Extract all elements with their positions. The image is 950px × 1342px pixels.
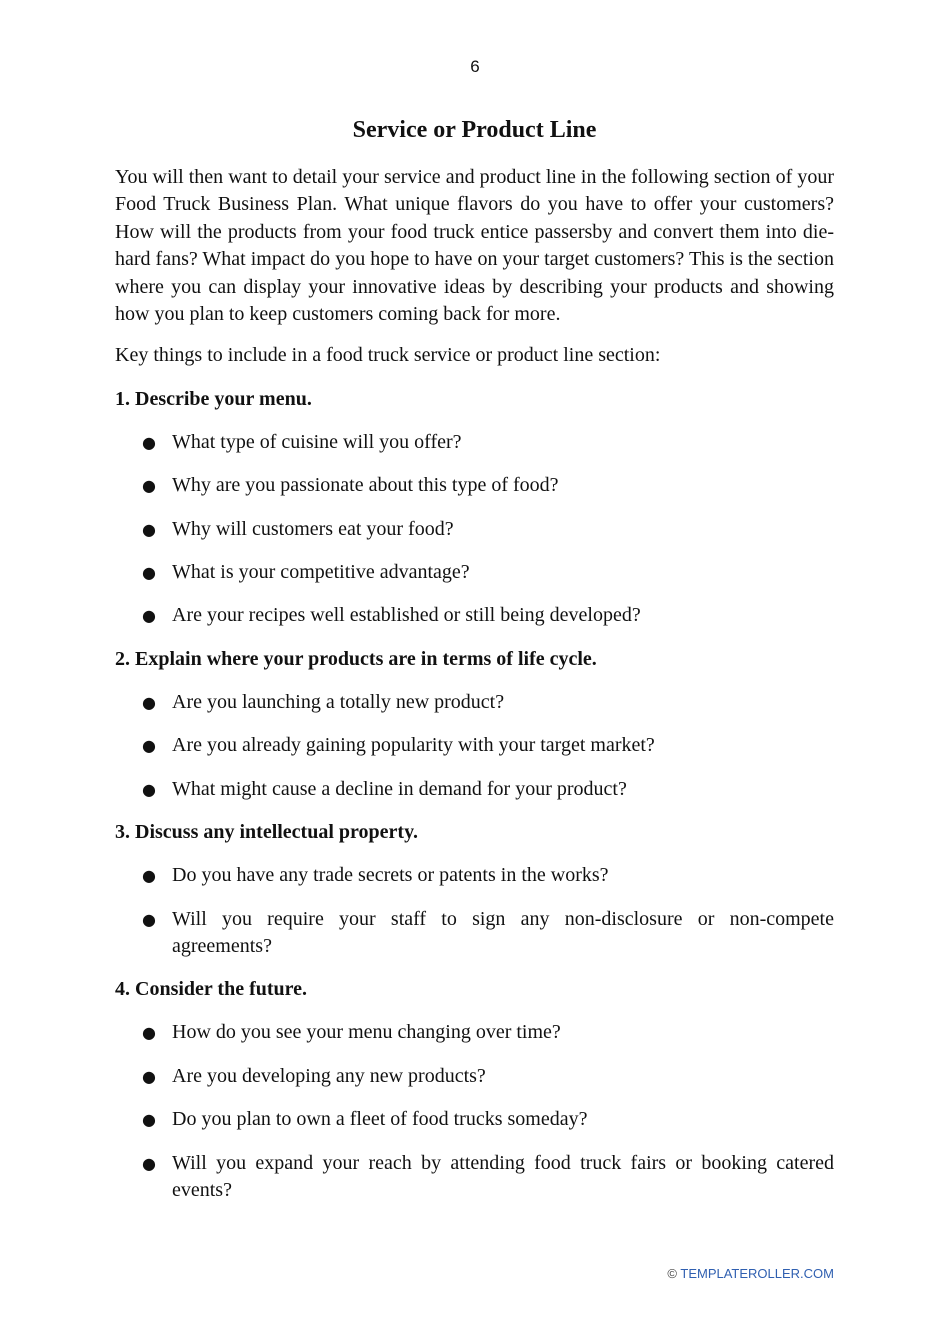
intro-paragraph: You will then want to detail your service and product line in the following section of your Food Truck Business Plan. What unique flavors do you have to offer your customers? How will the products from your food truck entice passersby and convert them into die-hard fans? What impact do you hope to have on your target customers? This is the section where you can display your innovative ideas by describing your products and showing how you plan to keep customers coming back for more. <box>115 166 834 326</box>
bullet-icon: ● <box>142 779 156 799</box>
list-item-text: Are you developing any new products? <box>172 1064 486 1087</box>
bullet-list <box>115 689 834 803</box>
list-item <box>115 906 834 961</box>
document-body <box>115 114 834 1220</box>
bullet-icon: ● <box>142 866 156 886</box>
section-heading: 4. Consider the future. <box>115 978 308 1001</box>
page-title: Service or Product Line <box>352 117 597 143</box>
list-item <box>115 1063 834 1090</box>
bullet-icon: ● <box>142 476 156 496</box>
list-item <box>115 1150 834 1205</box>
section-future <box>115 976 834 1204</box>
bullet-icon: ● <box>142 1110 156 1130</box>
footer-credit <box>667 1266 834 1282</box>
bullet-icon: ● <box>142 1023 156 1043</box>
list-item <box>115 1106 834 1133</box>
bullet-icon: ● <box>142 692 156 712</box>
bullet-icon: ● <box>142 432 156 452</box>
bullet-icon: ● <box>142 519 156 539</box>
list-item-text: Are you launching a totally new product? <box>172 690 505 713</box>
bullet-icon: ● <box>142 606 156 626</box>
list-item <box>115 732 834 759</box>
bullet-icon: ● <box>142 736 156 756</box>
list-item <box>115 862 834 889</box>
list-item-text: Do you have any trade secrets or patents in the works? <box>172 864 609 887</box>
list-item <box>115 559 834 586</box>
list-item-text: What is your competitive advantage? <box>172 561 470 584</box>
section-describe-menu <box>115 386 834 630</box>
footer-brand-link[interactable]: TEMPLATEROLLER.COM <box>680 1266 834 1281</box>
list-item-text: What might cause a decline in demand for your product? <box>172 777 627 800</box>
list-item-text: Why are you passionate about this type of food? <box>172 474 559 497</box>
bullet-list <box>115 1019 834 1204</box>
section-intellectual-property <box>115 819 834 960</box>
list-item <box>115 516 834 543</box>
list-item-text: Are you already gaining popularity with your target market? <box>172 734 655 757</box>
list-item <box>115 429 834 456</box>
section-life-cycle <box>115 646 834 803</box>
list-item-text: Do you plan to own a fleet of food trucks someday? <box>172 1108 588 1131</box>
list-item-text: Are your recipes well established or still being developed? <box>172 604 641 627</box>
section-heading: 3. Discuss any intellectual property. <box>115 821 418 844</box>
bullet-list <box>115 862 834 960</box>
bullet-icon: ● <box>142 1066 156 1086</box>
key-things-paragraph: Key things to include in a food truck service or product line section: <box>115 344 661 367</box>
list-item-text: How do you see your menu changing over time? <box>172 1021 561 1044</box>
page-number: 6 <box>470 57 480 76</box>
bullet-list <box>115 429 834 630</box>
bullet-icon: ● <box>142 909 156 929</box>
section-heading: 2. Explain where your products are in terms of life cycle. <box>115 647 597 670</box>
section-heading: 1. Describe your menu. <box>115 387 312 410</box>
list-item <box>115 602 834 629</box>
list-item-text: What type of cuisine will you offer? <box>172 430 462 453</box>
list-item-text: Will you expand your reach by attending food truck fairs or booking catered events? <box>172 1151 834 1201</box>
bullet-icon: ● <box>142 563 156 583</box>
list-item <box>115 472 834 499</box>
list-item-text: Why will customers eat your food? <box>172 517 454 540</box>
list-item <box>115 776 834 803</box>
list-item <box>115 689 834 716</box>
copyright-icon: © <box>667 1266 677 1281</box>
bullet-icon: ● <box>142 1153 156 1173</box>
list-item <box>115 1019 834 1046</box>
list-item-text: Will you require your staff to sign any non-disclosure or non-compete agreements? <box>172 907 834 957</box>
